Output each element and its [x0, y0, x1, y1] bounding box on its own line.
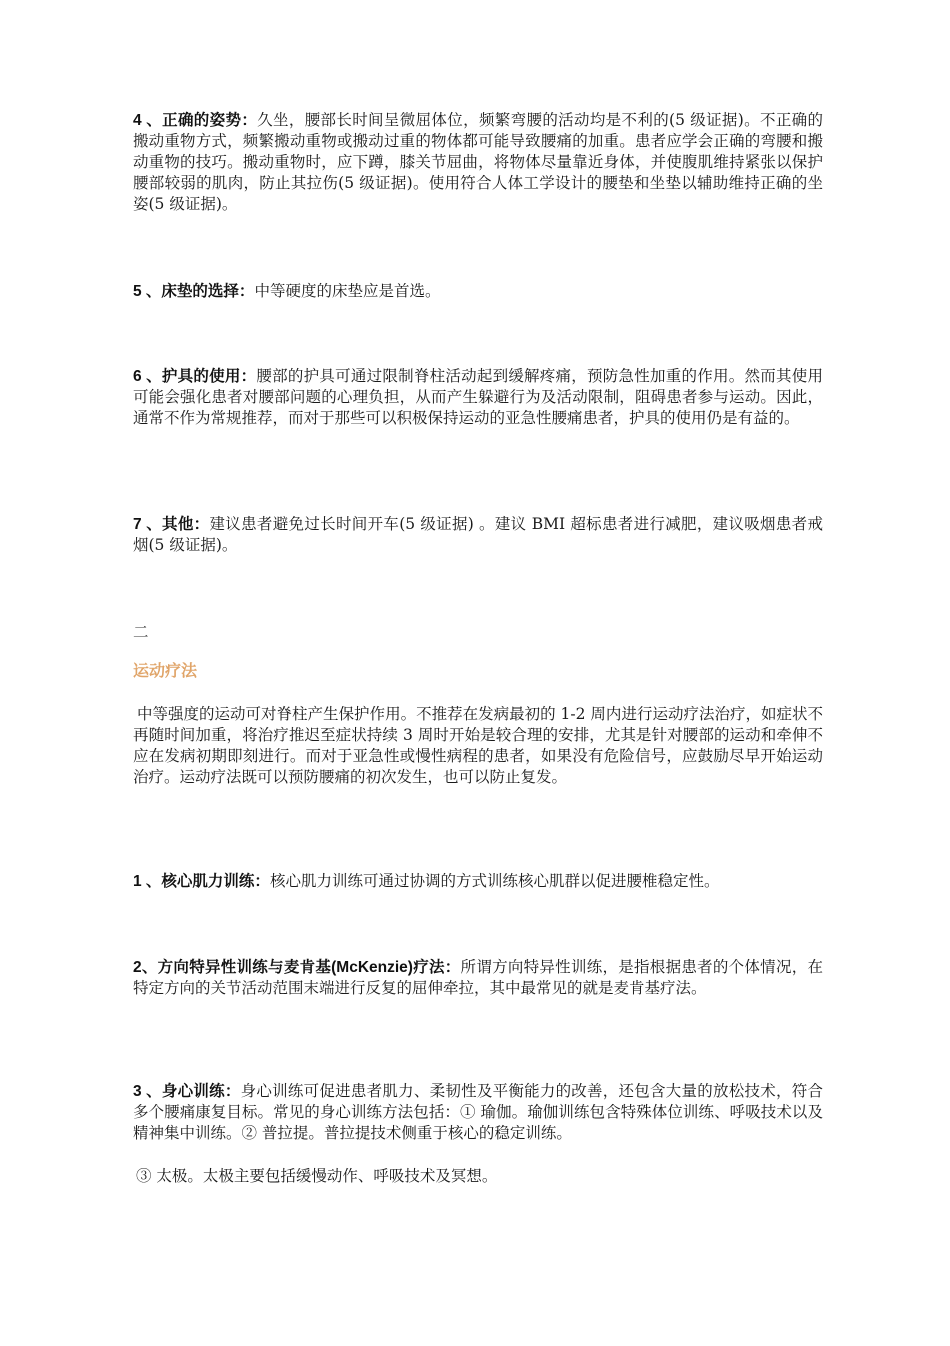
- paragraph-mattress: [133, 281, 823, 302]
- text-brace: 腰部的护具可通过限制脊柱活动起到缓解疼痛，预防急性加重的作用。然而其使用可能会强化患者对腰部问题的心理负担，从而产生躲避行为及活动限制，阻碍患者参与运动。因此，通常不作为常规推荐，而对于那些可以积极保持运动的亚急性腰痛患者，护具的使用仍是有益的。: [133, 367, 823, 427]
- text-posture: 久坐，腰部长时间呈微屈体位，频繁弯腰的活动均是不利的(5 级证据)。不正确的搬动重物方式，频繁搬动重物或搬动过重的物体都可能导致腰痛的加重。患者应学会正确的弯腰和搬动重物的技巧。搬动重物时，应下蹲，膝关节屈曲，将物体尽量靠近身体，并使腹肌维持紧张以保护腰部较弱的肌肉，防止其拉伤(5 级证据)。使用符合人体工学设计的腰垫和坐垫以辅助维持正确的坐姿(5 级证据)。: [133, 111, 823, 213]
- heading-core-training: 1 、核心肌力训练：: [133, 873, 270, 890]
- heading-other: 7 、其他：: [133, 516, 210, 533]
- paragraph-core-training: [133, 871, 823, 892]
- paragraph-brace: [133, 366, 823, 429]
- text-mind-body: 身心训练可促进患者肌力、柔韧性及平衡能力的改善，还包含大量的放松技术，符合多个腰痛康复目标。常见的身心训练方法包括：① 瑜伽。瑜伽训练包含特殊体位训练、呼吸技术以及精神集中训练。② 普拉提。普拉提技术侧重于核心的稳定训练。: [133, 1082, 823, 1142]
- heading-posture: 4 、正确的姿势：: [133, 112, 258, 129]
- section-number: 二: [133, 623, 149, 641]
- paragraph-mckenzie: [133, 957, 823, 999]
- heading-mattress: 5 、床垫的选择：: [133, 283, 255, 300]
- heading-mckenzie: 2、方向特异性训练与麦肯基(McKenzie)疗法：: [133, 959, 461, 976]
- text-mattress: 中等硬度的床垫应是首选。: [254, 282, 441, 300]
- paragraph-other: [133, 514, 823, 556]
- paragraph-mind-body: [133, 1081, 823, 1144]
- text-core-training: 核心肌力训练可通过协调的方式训练核心肌群以促进腰椎稳定性。: [269, 872, 720, 890]
- paragraph-tai-chi: ③ 太极。太极主要包括缓慢动作、呼吸技术及冥想。: [136, 1167, 498, 1185]
- section-title: 运动疗法: [133, 663, 198, 680]
- text-mckenzie: 所谓方向特异性训练，是指根据患者的个体情况，在特定方向的关节活动范围末端进行反复的屈伸牵拉，其中最常见的就是麦肯基疗法。: [133, 958, 823, 997]
- paragraph-exercise-intro: 中等强度的运动可对脊柱产生保护作用。不推荐在发病最初的 1-2 周内进行运动疗法治疗，如症状不再随时间加重，将治疗推迟至症状持续 3 周时开始是较合理的安排，尤其是针对腰部的运动和牵伸不应在发病初期即刻进行。而对于亚急性或慢性病程的患者，如果没有危险信号，应鼓励尽早开始运动治疗。运动疗法既可以预防腰痛的初次发生，也可以防止复发。: [133, 705, 823, 786]
- heading-brace: 6 、护具的使用：: [133, 368, 257, 385]
- text-other: 建议患者避免过长时间开车(5 级证据) 。建议 BMI 超标患者进行减肥，建议吸烟患者戒烟(5 级证据)。: [133, 515, 823, 554]
- heading-mind-body: 3 、身心训练：: [133, 1083, 241, 1100]
- paragraph-posture: [133, 110, 823, 215]
